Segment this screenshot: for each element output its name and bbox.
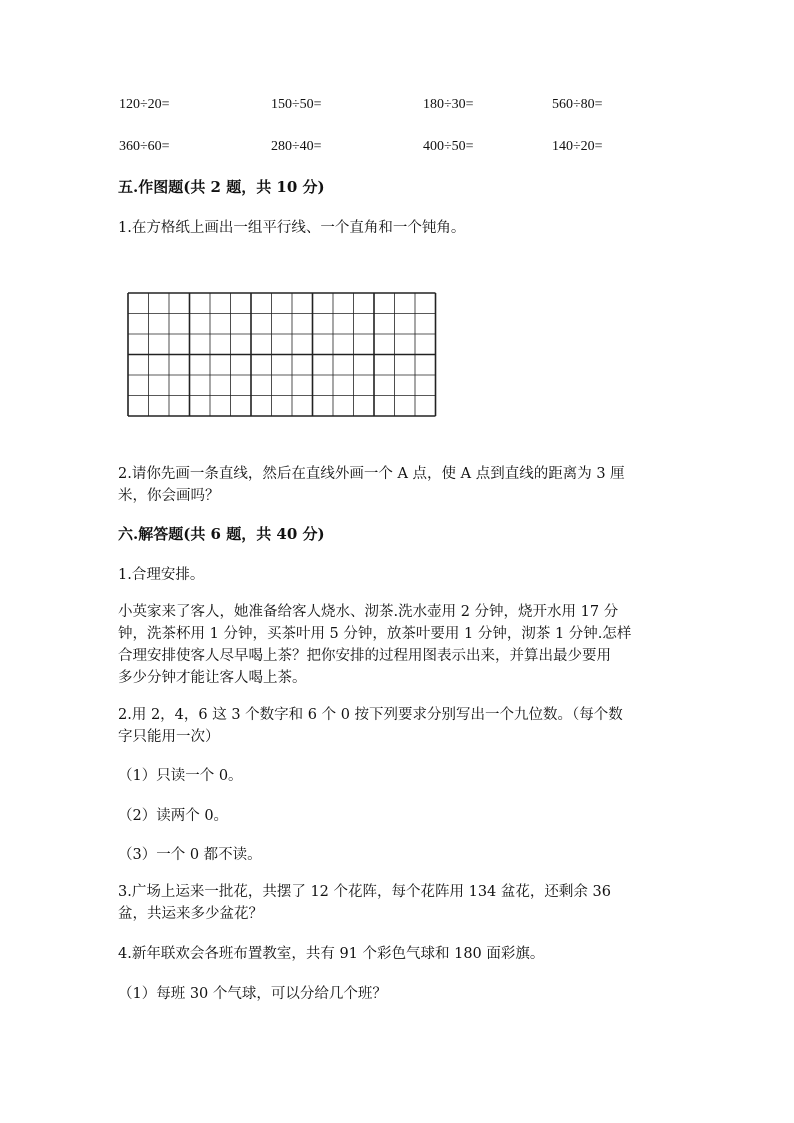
calc-item: 560÷80= — [552, 97, 603, 112]
question-line: 3.广场上运来一批花，共摆了 12 个花阵，每个花阵用 134 盆花，还剩余 36 — [118, 884, 611, 900]
calc-item: 400÷50= — [423, 139, 474, 154]
question-6-1-body — [118, 601, 678, 689]
question-5-2 — [118, 463, 678, 507]
drawing-grid[interactable] — [127, 292, 438, 418]
question-6-2 — [118, 704, 678, 748]
calc-item: 150÷50= — [271, 97, 322, 112]
section-5-heading: 五.作图题(共 2 题，共 10 分) — [118, 178, 325, 196]
question-6-2-part-2: （2）读两个 0。 — [118, 808, 229, 824]
calc-item: 360÷60= — [119, 139, 170, 154]
question-line: 盆，共运来多少盆花？ — [118, 906, 263, 922]
question-6-4-part-1: （1）每班 30 个气球，可以分给几个班？ — [118, 986, 387, 1002]
question-line: 钟，洗茶杯用 1 分钟，买茶叶用 5 分钟，放茶叶要用 1 分钟，沏茶 1 分钟.怎样 — [118, 626, 632, 642]
question-line: 2.用 2，4，6 这 3 个数字和 6 个 0 按下列要求分别写出一个九位数。（每个数 — [118, 707, 623, 723]
calc-item: 120÷20= — [119, 97, 170, 112]
calc-item: 140÷20= — [552, 139, 603, 154]
question-6-3 — [118, 881, 678, 925]
question-6-2-part-1: （1）只读一个 0。 — [118, 768, 243, 784]
question-line: 米，你会画吗？ — [118, 488, 220, 504]
question-line: 2.请你先画一条直线，然后在直线外画一个 A 点，使 A 点到直线的距离为 3 厘 — [118, 466, 625, 482]
calc-item: 180÷30= — [423, 97, 474, 112]
question-line: 多少分钟才能让客人喝上茶。 — [118, 670, 307, 686]
calc-item: 280÷40= — [271, 139, 322, 154]
question-line: 合理安排使客人尽早喝上茶？把你安排的过程用图表示出来，并算出最少要用 — [118, 648, 611, 664]
section-6-heading: 六.解答题(共 6 题，共 40 分) — [118, 525, 325, 543]
question-6-4: 4.新年联欢会各班布置教室，共有 91 个彩色气球和 180 面彩旗。 — [118, 946, 545, 962]
question-5-1: 1.在方格纸上画出一组平行线、一个直角和一个钝角。 — [118, 220, 466, 236]
question-6-2-part-3: （3）一个 0 都不读。 — [118, 847, 262, 863]
question-6-1-title: 1.合理安排。 — [118, 567, 205, 583]
question-line: 字只能用一次） — [118, 729, 220, 745]
question-line: 小英家来了客人，她准备给客人烧水、沏茶.洗水壶用 2 分钟，烧开水用 17 分 — [118, 604, 619, 620]
